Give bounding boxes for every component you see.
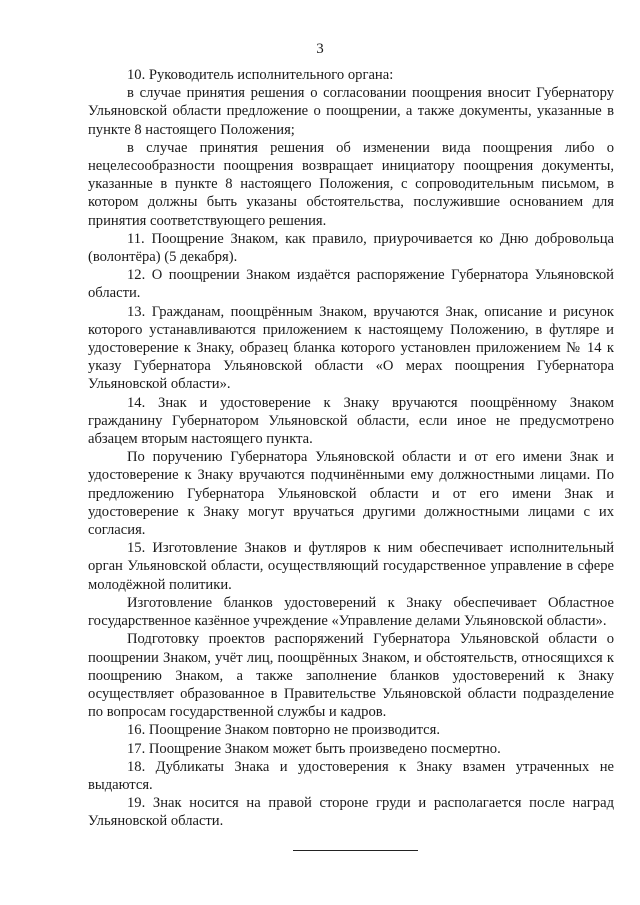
- paragraph-12: 12. О поощрении Знаком издаётся распоряжение Губернатора Ульяновской области.: [88, 267, 614, 302]
- paragraph-15-drafts: Подготовку проектов распоряжений Губернатора Ульяновской области о поощрении Знаком, учёт лиц, поощрённых Знаком, и обстоятельств, относящихся к поощрению Знаком, а также заполнение бланков удостоверений к Знаку осуществляет образованное в Правительстве Ульяновской области подразделение по вопросам государственной службы и кадров.: [88, 631, 614, 721]
- paragraph-11: 11. Поощрение Знаком, как правило, приурочивается ко Дню добровольца (волонтёра) (5 декабря).: [88, 230, 614, 266]
- paragraph-17: 17. Поощрение Знаком может быть произведено посмертно.: [127, 740, 501, 757]
- paragraph-18: 18. Дубликаты Знака и удостоверения к Знаку взамен утраченных не выдаются.: [88, 758, 614, 793]
- paragraph-15-blanks: Изготовление бланков удостоверений к Знаку обеспечивает Областное государственное казённое учреждение «Управление делами Ульяновской области».: [88, 594, 614, 630]
- paragraph-19: 19. Знак носится на правой стороне груди и располагается после наград Ульяновской области.: [88, 795, 614, 830]
- document-body: [88, 66, 614, 831]
- paragraph-10: 10. Руководитель исполнительного органа:: [127, 67, 394, 83]
- paragraph-14-second: По поручению Губернатора Ульяновской области и от его имени Знак и удостоверение к Знаку вручаются подчинёнными ему должностными лицами. По предложению Губернатора Ульяновской области и от его имени Знак и удостоверение к Знаку могут вручаться другими должностными лицами с их согласия.: [88, 449, 614, 539]
- closing-divider-line: [293, 850, 418, 851]
- paragraph-14: 14. Знак и удостоверение к Знаку вручаются поощрённому Знаком гражданину Губернатором Ульяновской области, если иное не предусмотрено абзацем вторым настоящего пункта.: [88, 394, 614, 448]
- paragraph-16: 16. Поощрение Знаком повторно не производится.: [127, 722, 441, 739]
- paragraph-15: 15. Изготовление Знаков и футляров к ним обеспечивает исполнительный орган Ульяновской области, осуществляющий государственное управление в сфере молодёжной политики.: [88, 540, 614, 593]
- page-number: 3: [316, 41, 324, 57]
- paragraph-13: 13. Гражданам, поощрённым Знаком, вручаются Знак, описание и рисунок которого устанавливаются приложением к настоящему Положению, в футляре и удостоверение к Знаку, образец бланка которого установлен приложением № 14 к указу Губернатора Ульяновской области «О мерах поощрения Губернатора Ульяновской области».: [88, 303, 614, 393]
- paragraph-10-case-change: в случае принятия решения об изменении вида поощрения либо о нецелесообразности поощрения возвращает инициатору поощрения документы, указанные в пункте 8 настоящего Положения, с сопроводительным письмом, в котором должны быть указаны обстоятельства, послужившие основанием для принятия соответствующего решения.: [88, 139, 614, 229]
- paragraph-10-case-agree: в случае принятия решения о согласовании поощрения вносит Губернатору Ульяновской области предложение о поощрении, а также документы, указанные в пункте 8 настоящего Положения;: [88, 85, 614, 138]
